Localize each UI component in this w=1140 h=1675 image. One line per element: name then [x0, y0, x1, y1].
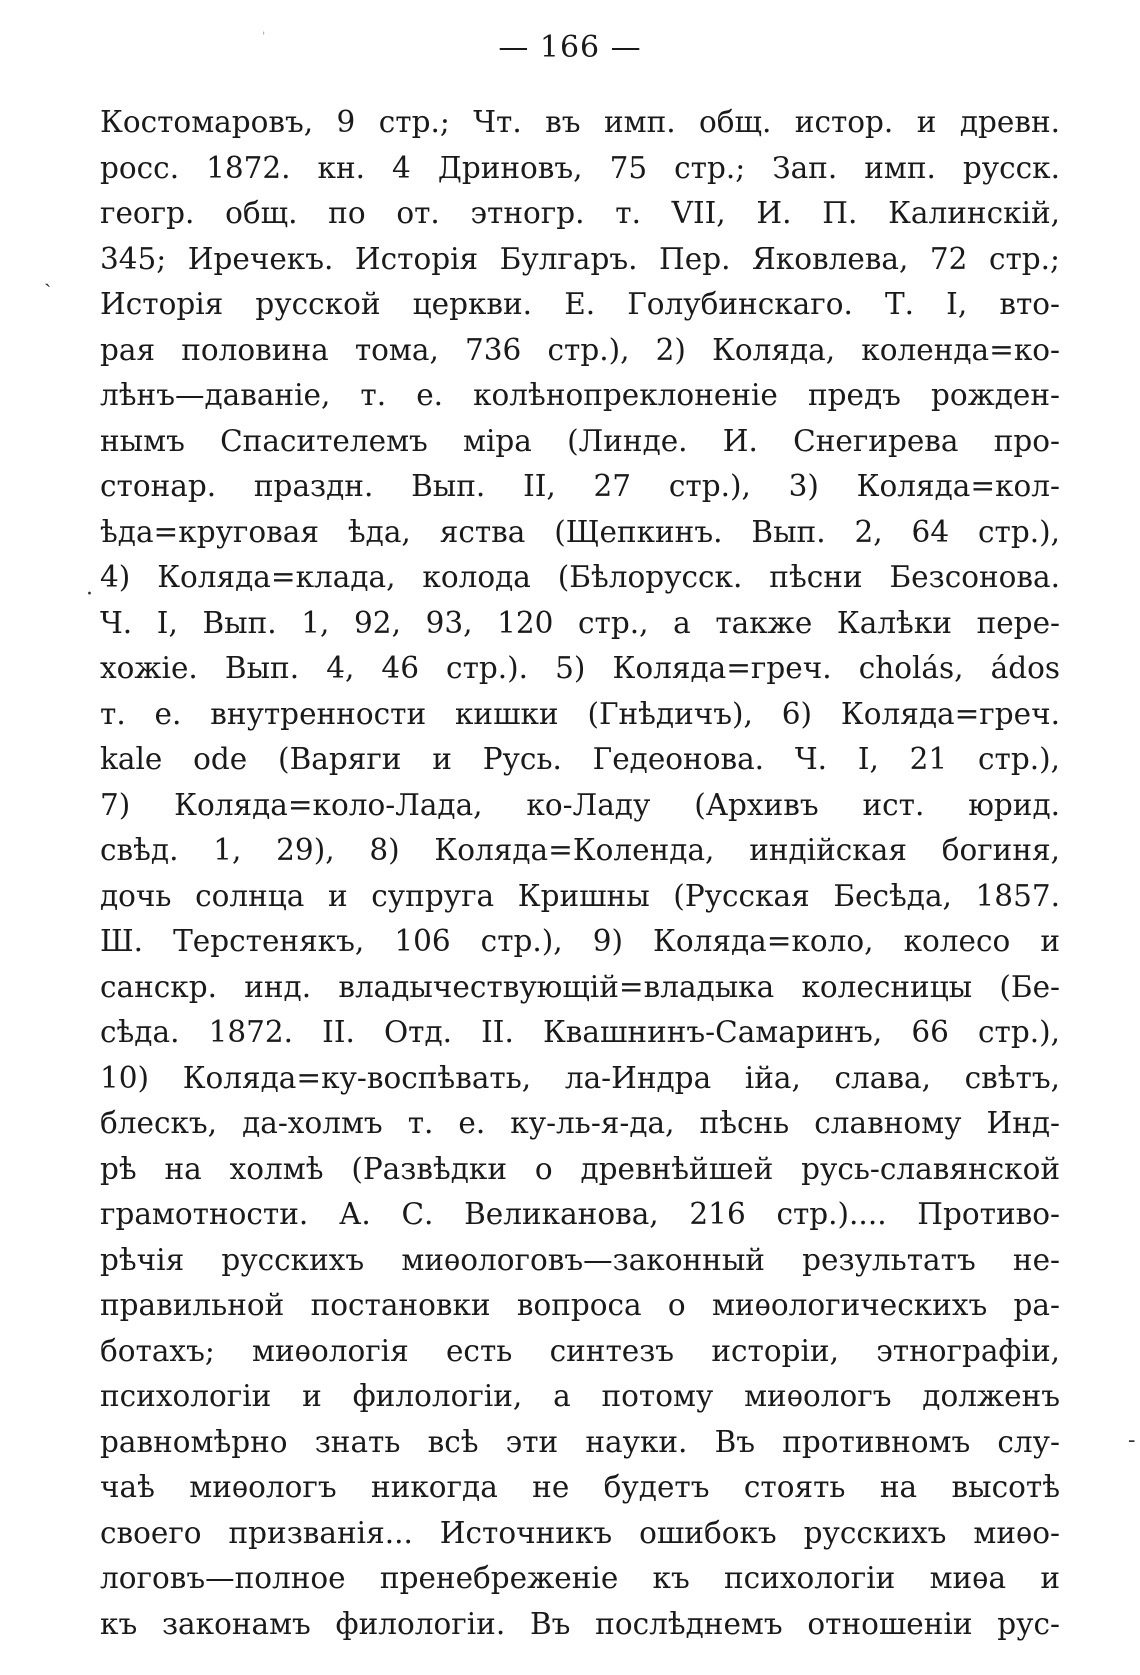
- text-line: къ законамъ филологіи. Въ послѣднемъ отношеніи рус-: [100, 1606, 1060, 1641]
- text-line: лѣнъ—даваніе, т. е. колѣнопреклоненіе предъ рожден-: [100, 378, 1060, 412]
- text-line: логовъ—полное пренебреженіе къ психологіи миѳа и: [100, 1561, 1060, 1595]
- text-line: блескъ, да-холмъ т. е. ку-ль-я-да, пѣснь славному Инд-: [100, 1106, 1060, 1140]
- text-line: 4) Коляда=клада, колода (Бѣлорусск. пѣсни Безсонова.: [100, 560, 1060, 594]
- text-line: грамотности. А. С. Великанова, 216 стр.).... Противо-: [100, 1197, 1060, 1231]
- text-line: дочь солнца и супруга Кришны (Русская Бесѣда, 1857.: [100, 878, 1060, 913]
- text-line: санскр. инд. владычествующій=владыка колесницы (Бе-: [100, 969, 1060, 1004]
- page-number: — 166 —: [498, 30, 642, 65]
- text-line: геогр. общ. по от. этногр. т. VII, И. П. Калинскій,: [100, 196, 1060, 230]
- text-line: т. е. внутренности кишки (Гнѣдичъ), 6) Коляда=греч.: [100, 696, 1060, 731]
- body-text: [100, 100, 1060, 1647]
- text-line: Костомаровъ, 9 стр.; Чт. въ имп. общ. истор. и древн.: [100, 105, 1060, 139]
- text-line: 7) Коляда=коло-Лада, ко-Ладу (Архивъ ист. юрид.: [100, 787, 1060, 822]
- text-line: психологіи и филологіи, а потому миѳологъ долженъ: [100, 1379, 1060, 1413]
- text-line: правильной постановки вопроса о миѳологическихъ ра-: [100, 1288, 1060, 1322]
- text-line: равномѣрно знать всѣ эти науки. Въ противномъ слу-: [100, 1424, 1060, 1459]
- text-line: рая половина тома, 736 стр.), 2) Коляда, коленда=ко-: [100, 332, 1060, 367]
- text-line: росс. 1872. кн. 4 Дриновъ, 75 стр.; Зап. имп. русск.: [100, 150, 1060, 185]
- text-line: сѣда. 1872. II. Отд. II. Квашнинъ-Самаринъ, 66 стр.),: [100, 1015, 1060, 1049]
- text-line: своего призванія... Источникъ ошибокъ русскихъ миѳо-: [100, 1515, 1060, 1550]
- text-line: свѣд. 1, 29), 8) Коляда=Коленда, индійская богиня,: [100, 833, 1060, 867]
- text-line: 345; Иречекъ. Исторія Булгаръ. Пер. Яковлева, 72 стр.;: [100, 241, 1060, 276]
- text-line: хожіе. Вып. 4, 46 стр.). 5) Коляда=греч. cholás, ádos: [100, 651, 1060, 685]
- margin-speck: -: [1128, 1428, 1136, 1453]
- text-line: чаѣ миѳологъ никогда не будетъ стоять на высотѣ: [100, 1470, 1060, 1504]
- text-line: Исторія русской церкви. Е. Голубинскаго. Т. I, вто-: [100, 287, 1060, 321]
- text-line: ботахъ; миѳологія есть синтезъ исторіи, этнографіи,: [100, 1333, 1060, 1368]
- margin-speck: ˏ: [44, 263, 52, 288]
- margin-speck: ·: [86, 582, 93, 607]
- text-line: ѣда=круговая ѣда, яства (Щепкинъ. Вып. 2, 64 стр.),: [100, 514, 1060, 549]
- margin-speck: ˈ: [262, 30, 266, 44]
- text-line: kale ode (Варяги и Русь. Гедеонова. Ч. I, 21 стр.),: [100, 742, 1060, 776]
- text-line: стонар. праздн. Вып. II, 27 стр.), 3) Коляда=кол-: [100, 469, 1060, 503]
- text-line: рѣ на холмѣ (Развѣдки о древнѣйшей русь-славянской: [100, 1151, 1060, 1186]
- text-line: нымъ Спасителемъ міра (Линде. И. Снегирева про-: [100, 423, 1060, 458]
- text-line: рѣчія русскихъ миѳологовъ—законный результатъ не-: [100, 1242, 1060, 1277]
- text-line: Ч. I, Вып. 1, 92, 93, 120 стр., а также Калѣки пере-: [100, 605, 1060, 640]
- text-line: Ш. Терстенякъ, 106 стр.), 9) Коляда=коло, колесо и: [100, 924, 1060, 958]
- text-line: 10) Коляда=ку-воспѣвать, ла-Индра ійа, слава, свѣтъ,: [100, 1060, 1060, 1095]
